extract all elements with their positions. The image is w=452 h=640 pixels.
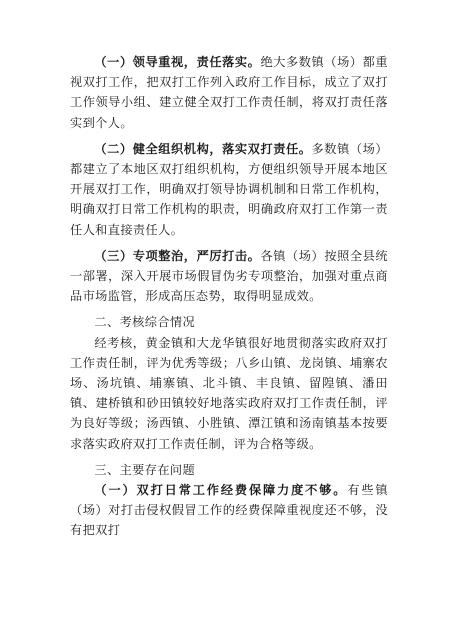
section-2-lead: （二）健全组织机构，落实双打责任。 (94, 141, 312, 156)
section-1-paragraph (70, 52, 388, 133)
section-2-paragraph (70, 139, 388, 240)
section-3-lead: （三）专项整治，严厉打击。 (94, 248, 261, 263)
section-2-text: 多数镇（场）都建立了本地区双打组织机构，方便组织领导开展本地区开展双打工作，明确双打领导协调机制和日常工作机构，明确双打日常工作机构的职责，明确政府双打工作第一责任人和直接责任人。 (70, 141, 388, 237)
heading-problems: 三、主要存在问题 (94, 462, 196, 477)
document-page (70, 52, 388, 541)
section-3-paragraph (70, 246, 388, 307)
section-1-lead: （一）领导重视，责任落实。 (94, 55, 261, 69)
assessment-text: 经考核，黄金镇和大龙华镇很好地贯彻落实政府双打工作责任制，评为优秀等级；八乡山镇、龙岗镇、埔寨农场、汤坑镇、埔寨镇、北斗镇、丰良镇、留隍镇、潘田镇、建桥镇和砂田镇较好地落实政府双打工作责任制，评为良好等级；汤西镇、小胜镇、潭江镇和汤南镇基本按要求落实政府双打工作责任制，评为合格等级。 (70, 335, 388, 451)
section-1-text: 绝大多数镇（场）都重视双打工作，把双打工作列入政府工作目标，成立了双打工作领导小组、建立健全双打工作责任制，将双打责任落实到个人。 (70, 55, 389, 130)
assessment-paragraph (70, 333, 388, 454)
problem-1-text: 有些镇（场）对打击侵权假冒工作的经费保障重视度还不够，没有把双打 (70, 483, 389, 538)
section-3-text: 各镇（场）按照全县统一部署，深入开展市场假冒伪劣专项整治，加强对重点商品市场监管，形成高压态势，取得明显成效。 (70, 248, 389, 304)
heading-assessment: 二、考核综合情况 (94, 315, 196, 330)
problem-1-paragraph (70, 480, 388, 541)
problem-1-lead: （一）双打日常工作经费保障力度不够。 (94, 483, 348, 498)
